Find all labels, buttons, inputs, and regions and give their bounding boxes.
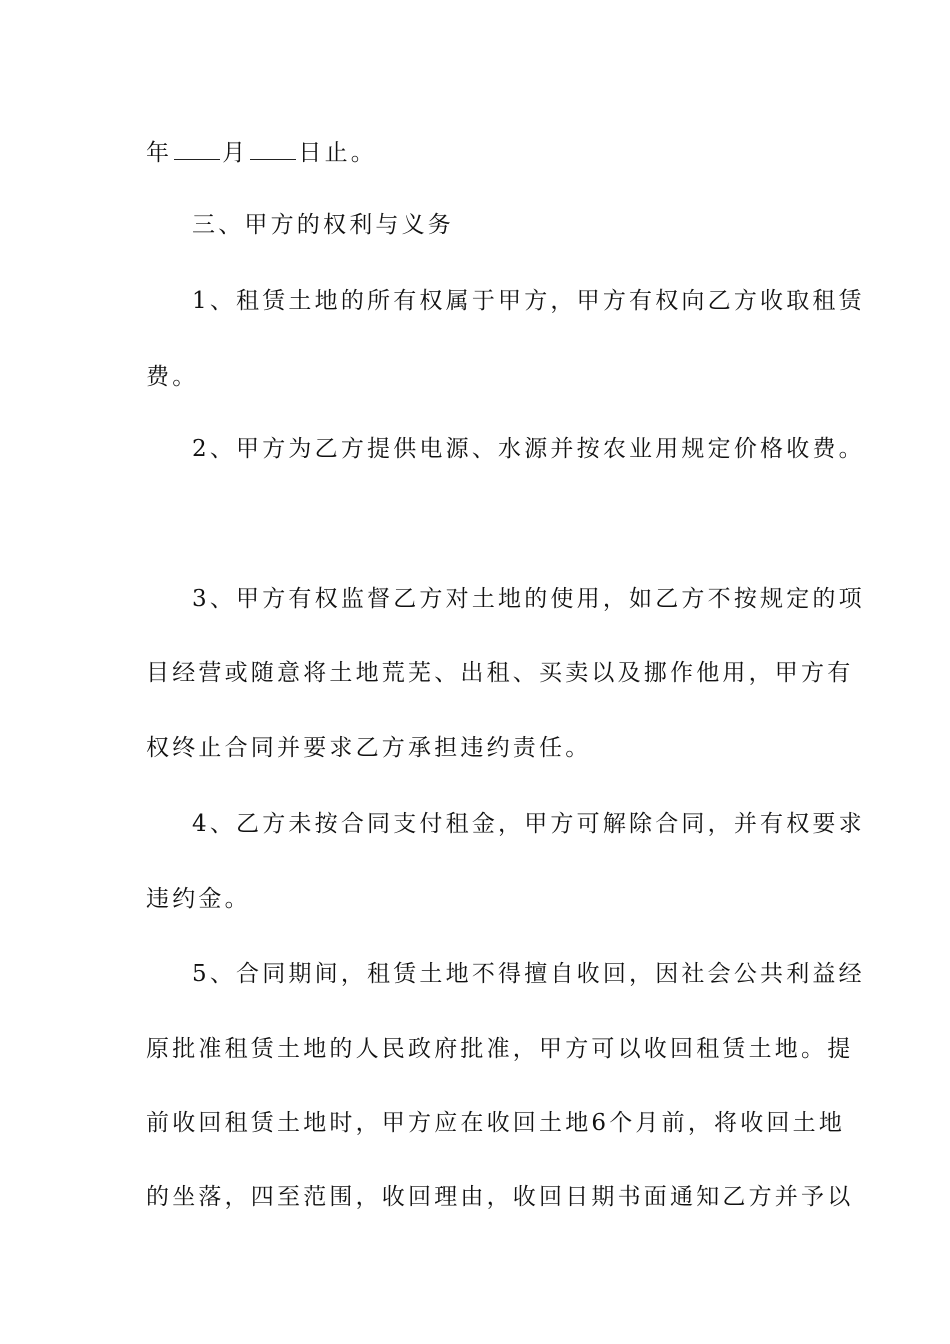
clause-2-line-1: 2、甲方为乙方提供电源、水源并按农业用规定价格收费。 xyxy=(192,436,865,462)
clause-3-line-3: 权终止合同并要求乙方承担违约责任。 xyxy=(146,735,592,761)
clause-3-line-1: 3、甲方有权监督乙方对土地的使用，如乙方不按规定的项 xyxy=(192,586,865,612)
clause-1-line-2: 费。 xyxy=(146,364,199,390)
clause-4-line-2: 违约金。 xyxy=(146,886,251,912)
day-end-text: 日止。 xyxy=(298,140,378,166)
month-text: 月 xyxy=(222,140,249,166)
day-blank xyxy=(250,141,296,160)
clause-5-line-2: 原批准租赁土地的人民政府批准，甲方可以收回租赁土地。提 xyxy=(146,1036,854,1062)
clause-5-line-4: 的坐落，四至范围，收回理由，收回日期书面通知乙方并予以 xyxy=(146,1184,854,1210)
clause-3-line-2: 目经营或随意将土地荒芜、出租、买卖以及挪作他用，甲方有 xyxy=(146,660,854,686)
clause-1-line-1: 1、租赁土地的所有权属于甲方，甲方有权向乙方收取租赁 xyxy=(192,288,865,314)
year-text: 年 xyxy=(146,140,173,166)
clause-4-line-1: 4、乙方未按合同支付租金，甲方可解除合同，并有权要求 xyxy=(192,811,865,837)
date-end-line xyxy=(146,138,377,168)
clause-5-line-1: 5、合同期间，租赁土地不得擅自收回，因社会公共利益经 xyxy=(192,961,865,987)
clause-5-line-3: 前收回租赁土地时，甲方应在收回土地6个月前，将收回土地 xyxy=(146,1110,846,1136)
section-heading: 三、甲方的权利与义务 xyxy=(192,212,454,238)
month-blank xyxy=(174,141,220,160)
